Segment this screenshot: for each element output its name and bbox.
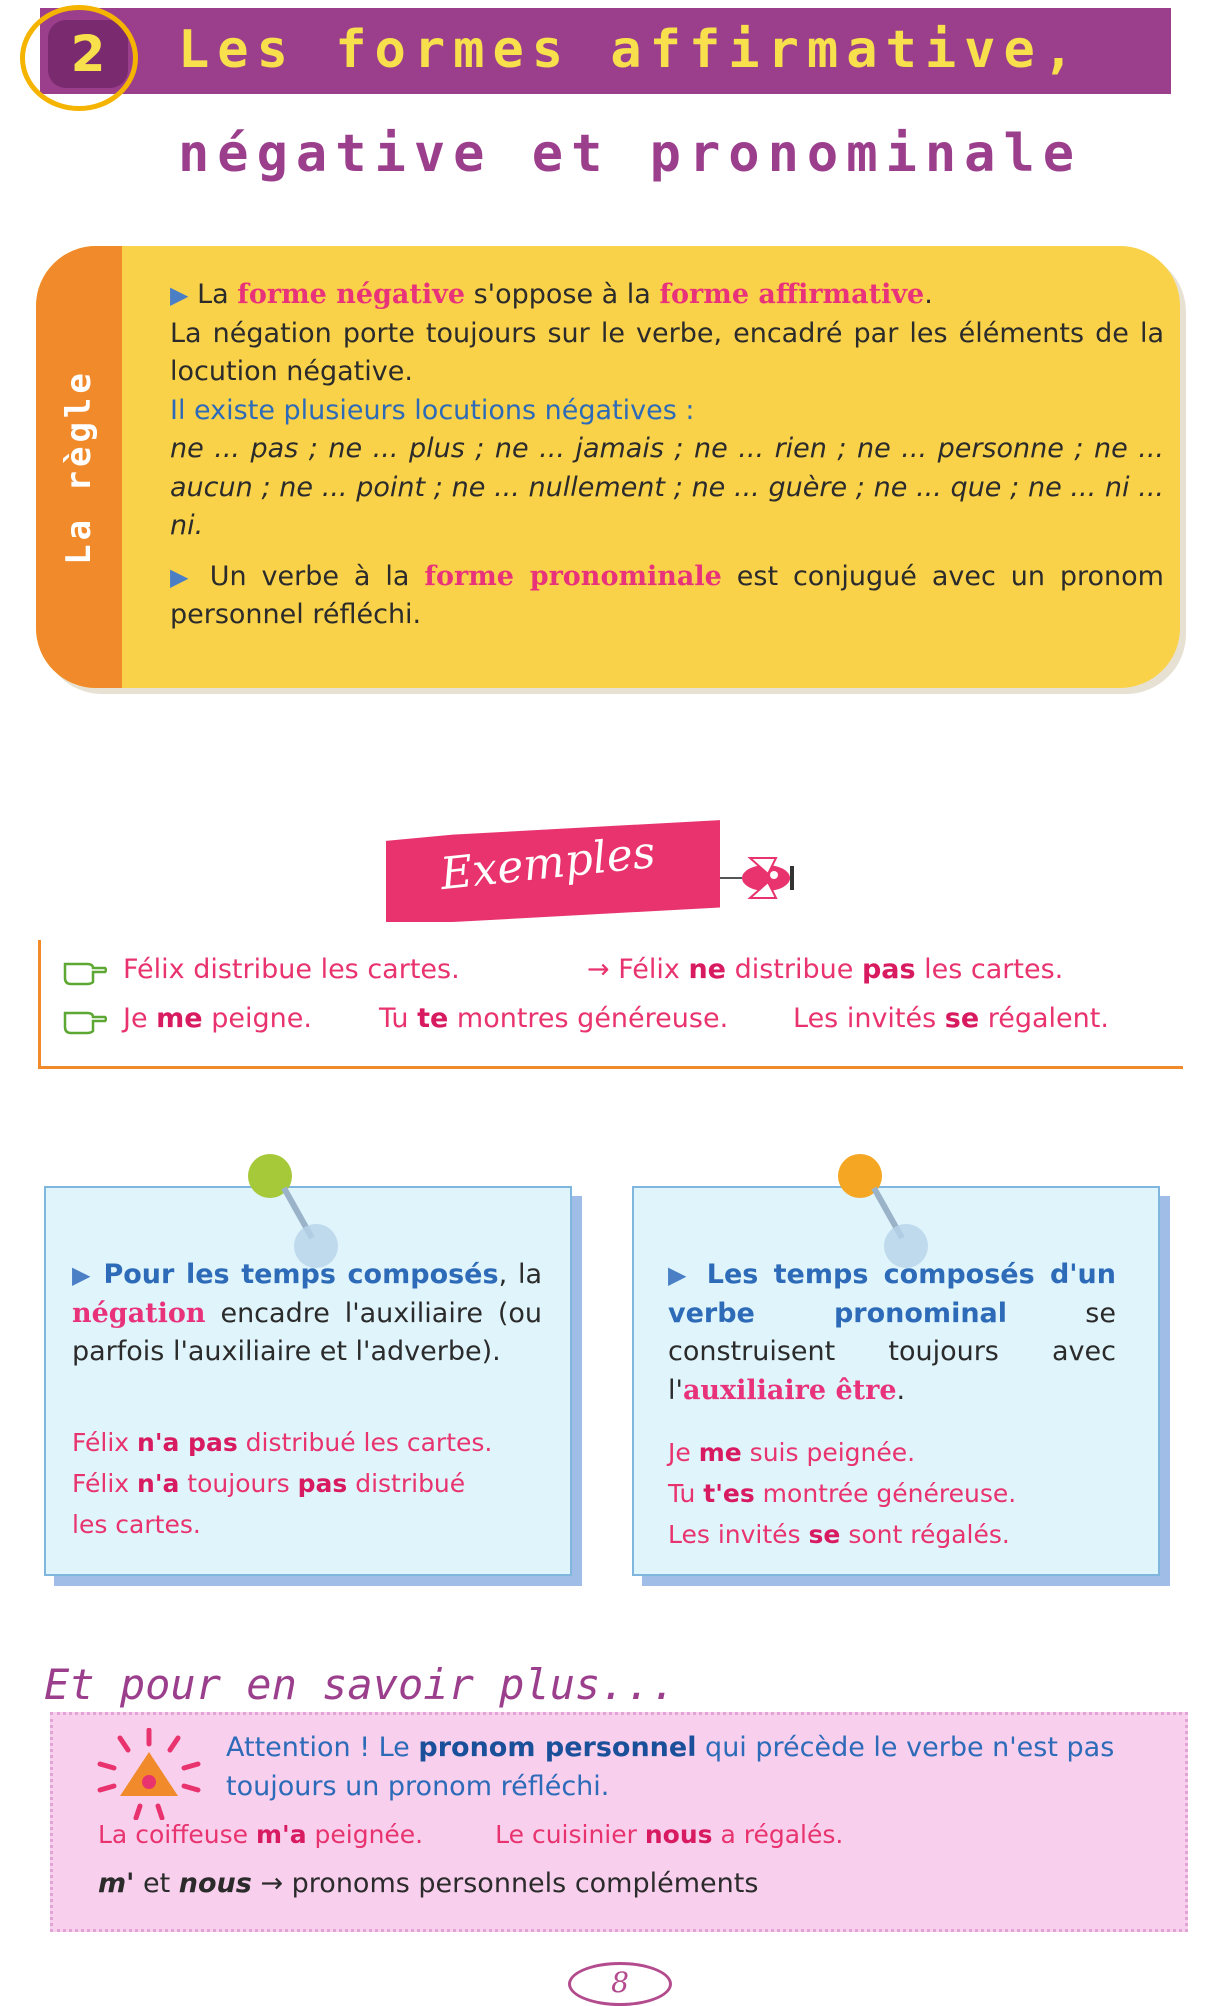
chapter-number: 2 — [48, 20, 128, 88]
keyword-forme-affirmative: forme affirmative — [659, 279, 925, 310]
arrow-icon: → — [587, 954, 610, 985]
example-2a: Je me peigne. — [123, 1003, 312, 1034]
exemples-label: Exemples — [437, 826, 658, 901]
rule-locutions-list: ne ... pas ; ne ... plus ; ne ... jamais ; ne ... rien ; ne ... personne ; ne ... aucun ; ne ... point ; ne ... nullement ; ne ... guère ; ne ... que ; ne ... ni ... ni. — [170, 433, 1164, 541]
more-info-note: m' et nous → pronoms personnels compléments — [98, 1868, 759, 1899]
page-title-line1: Les formes affirmative, — [178, 20, 1083, 80]
keyword-forme-negative: forme négative — [237, 279, 466, 310]
example-2c: Les invités se régalent. — [793, 1003, 1109, 1034]
note-right-example-2: Tu t'es montrée généreuse. — [668, 1479, 1017, 1508]
more-info-examples: La coiffeuse m'a peignée. Le cuisinier nous a régalés. — [98, 1820, 844, 1849]
note-left-example-1: Félix n'a pas distribué les cartes. — [72, 1428, 493, 1457]
note-left-example-2: Félix n'a toujours pas distribué — [72, 1469, 466, 1498]
note-right-text: ▶ Les temps composés d'un verbe pronominal se construisent toujours avec l'auxiliaire être. — [668, 1259, 1116, 1406]
page-number: 8 — [568, 1962, 672, 2006]
more-info-title: Et pour en savoir plus... — [44, 1660, 677, 1709]
note-left-example-3: les cartes. — [72, 1510, 201, 1539]
attention-text: Attention ! Le pronom personnel qui précède le verbe n'est pas toujours un pronom réfléchi. — [226, 1732, 1115, 1802]
rule-side-label: La règle — [59, 369, 99, 565]
pointing-hand-icon — [63, 956, 107, 986]
example-2b: Tu te montres généreuse. — [379, 1003, 729, 1034]
triangle-bullet-icon: ▶ — [668, 1261, 693, 1289]
note-right-example-3: Les invités se sont régalés. — [668, 1520, 1010, 1549]
warning-icon — [96, 1728, 202, 1820]
rule-paragraph-2: La négation porte toujours sur le verbe, encadré par les éléments de la locution négative. — [170, 317, 1164, 387]
rule-paragraph-3: Il existe plusieurs locutions négatives : — [170, 394, 695, 426]
triangle-bullet-icon: ▶ — [170, 281, 189, 309]
page-title-line2: négative et pronominale — [178, 124, 1083, 184]
example-1-right: → Félix ne distribue pas les cartes. — [587, 954, 1064, 985]
rule-side-tab — [36, 246, 122, 688]
chapter-number-circle — [20, 5, 138, 111]
rule-text — [170, 276, 1164, 635]
example-1-left: Félix distribue les cartes. — [123, 954, 460, 985]
triangle-bullet-icon: ▶ — [170, 562, 195, 591]
pointing-hand-icon — [63, 1005, 107, 1035]
rule-paragraph-5: ▶ Un verbe à la forme pronominale est conjugué avec un pronom personnel réfléchi. — [170, 560, 1164, 630]
airplane-icon — [720, 848, 800, 908]
rule-paragraph-1: ▶ La forme négative s'oppose à la forme affirmative. — [170, 279, 933, 310]
triangle-bullet-icon: ▶ — [72, 1261, 93, 1289]
rule-box — [36, 246, 1180, 688]
pushpin-icon — [240, 1150, 350, 1270]
examples-area — [38, 940, 1183, 1069]
note-right-example-1: Je me suis peignée. — [668, 1438, 916, 1467]
note-left-text: ▶ Pour les temps composés, la négation encadre l'auxiliaire (ou parfois l'auxiliaire et l'adverbe). — [72, 1259, 542, 1367]
pushpin-icon — [830, 1150, 940, 1270]
keyword-forme-pronominale: forme pronominale — [424, 560, 722, 592]
